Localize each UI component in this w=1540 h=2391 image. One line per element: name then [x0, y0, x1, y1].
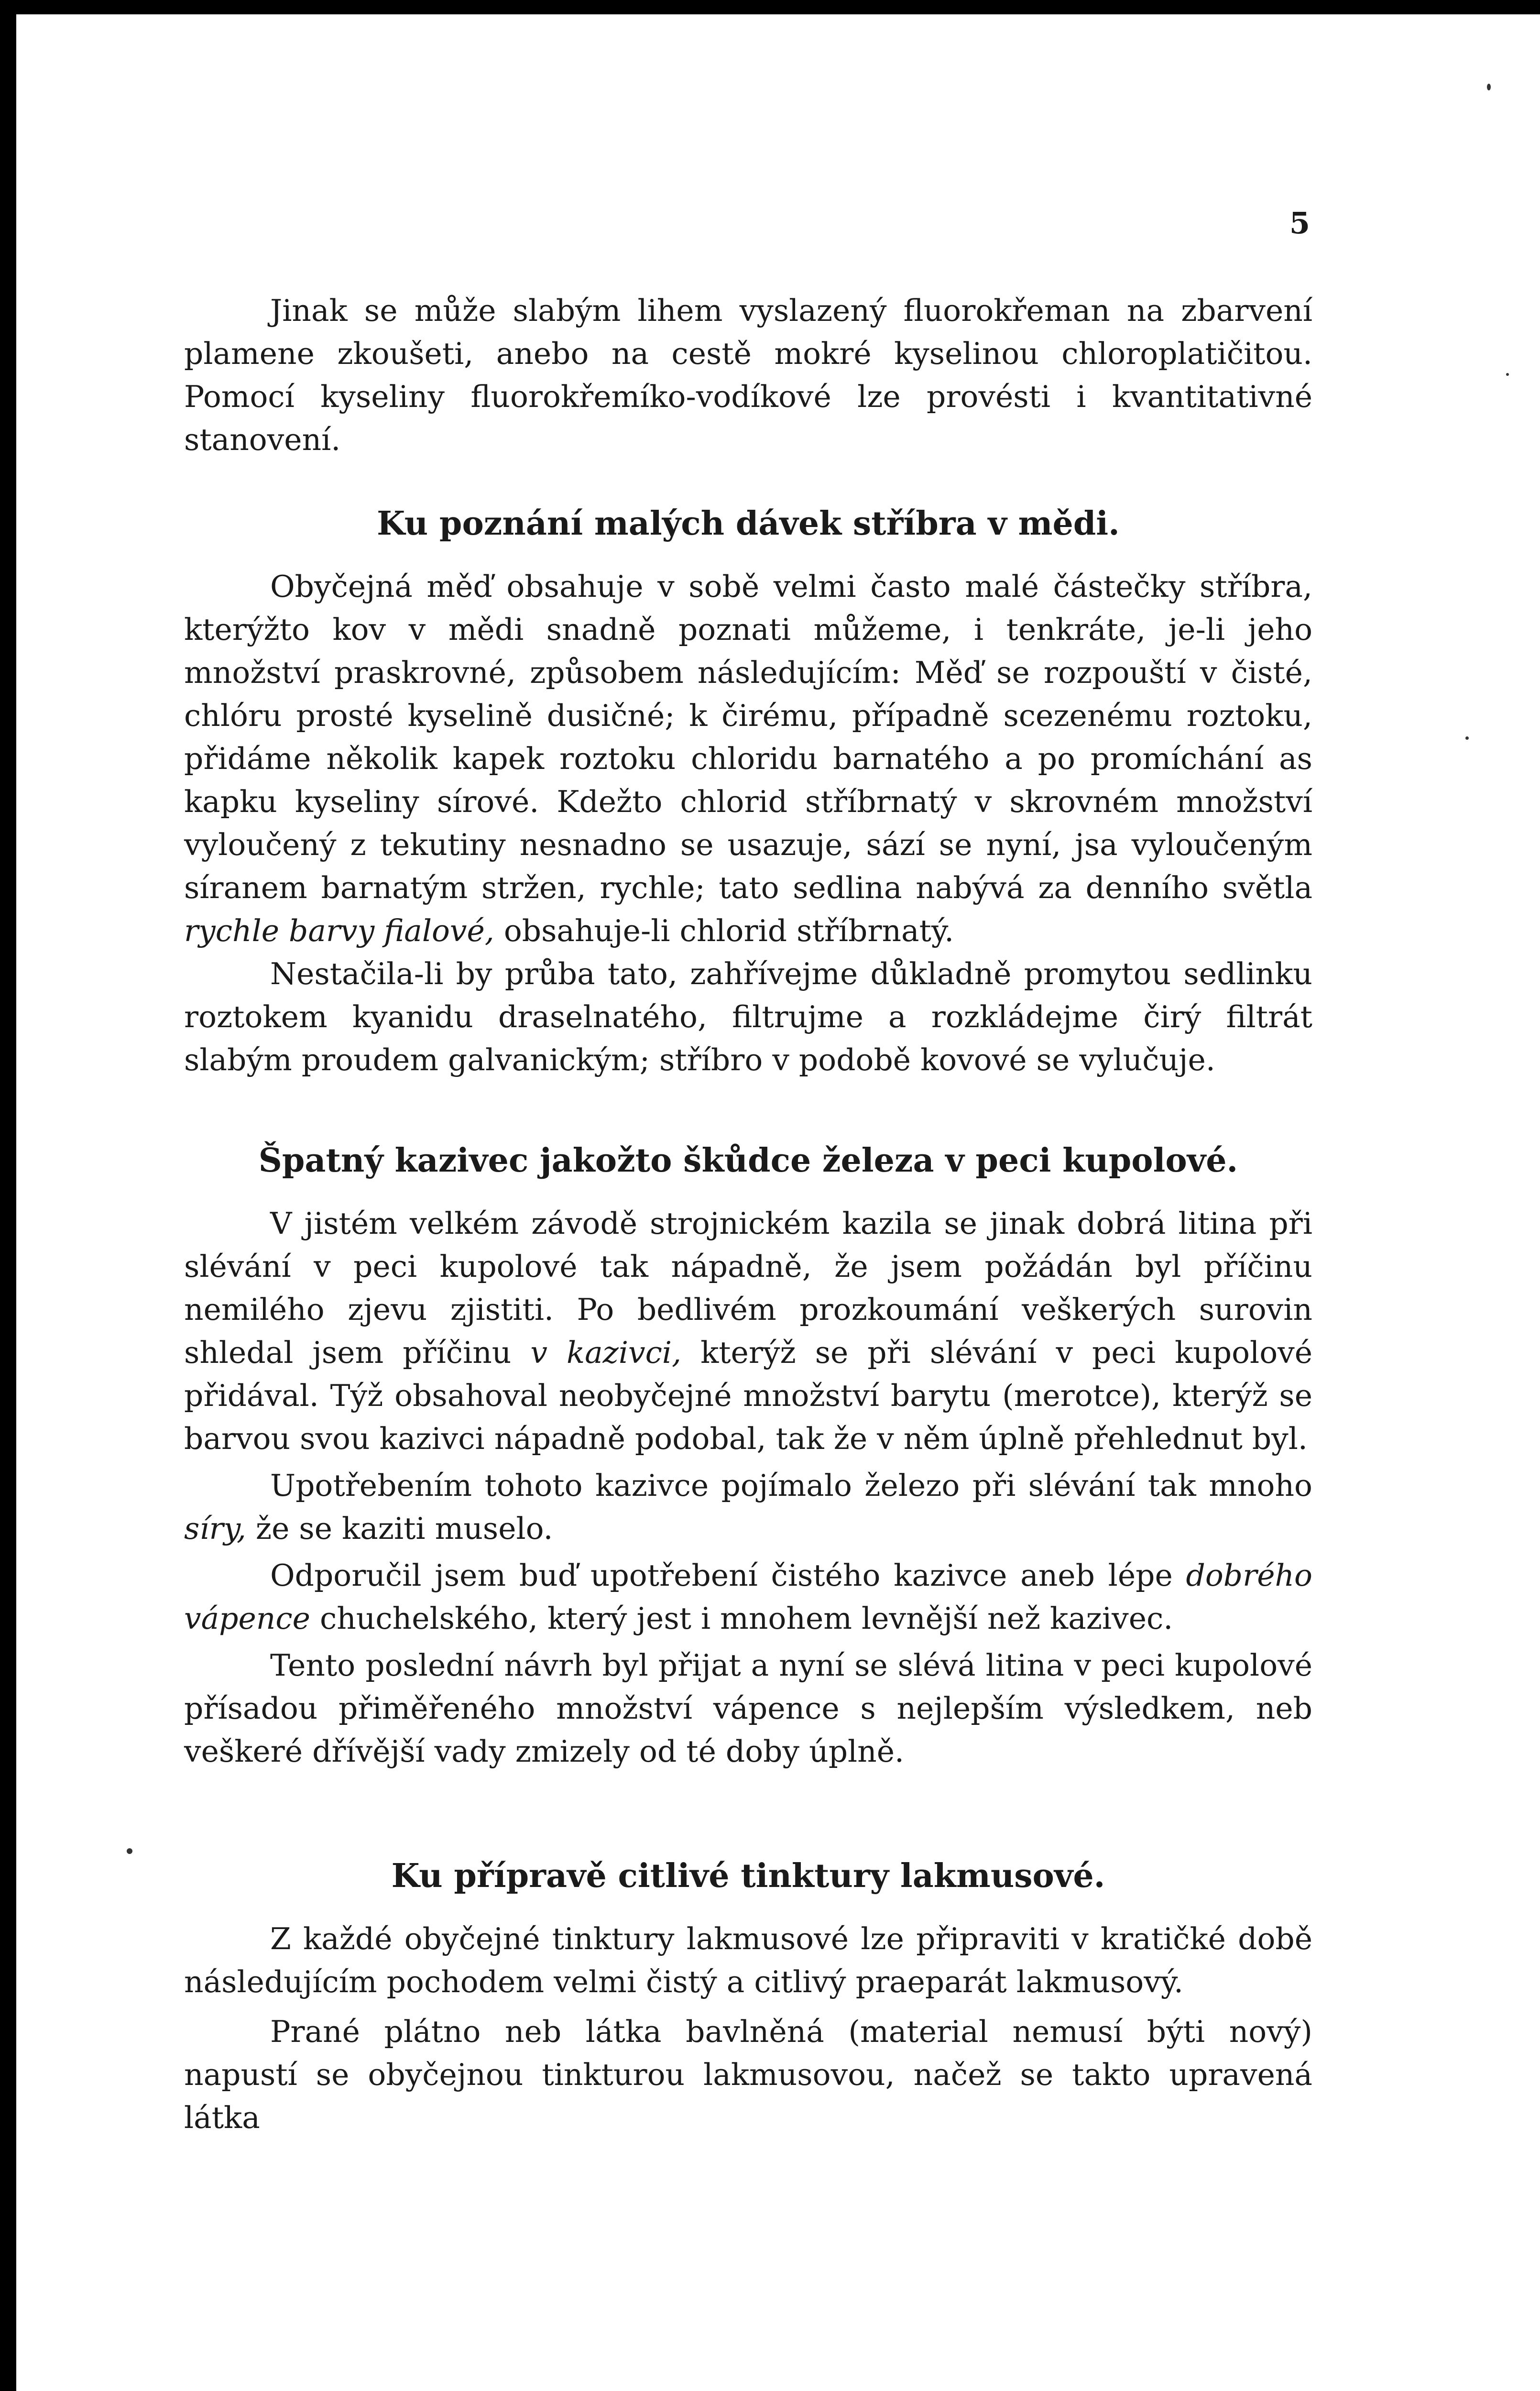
silver-paragraph-1 [184, 565, 1312, 953]
fluorspar-p2-emphasis: síry, [184, 1511, 246, 1546]
fluorspar-p3-text-a: Odporučil jsem buď upotřebení čistého kazivce aneb lépe [270, 1558, 1173, 1593]
scan-speck [1465, 736, 1469, 740]
section-title-fluorspar: Špatný kazivec jakožto škůdce železa v peci kupolové. [258, 1141, 1238, 1180]
scan-border-top [0, 0, 1540, 14]
scan-speck [1506, 373, 1509, 376]
fluorspar-p2-text-a: Upotřebením tohoto kazivce pojímalo železo při slévání tak mnoho [270, 1468, 1312, 1503]
fluorspar-paragraph-4: Tento poslední návrh byl přijat a nyní se slévá litina v peci kupolové přísadou přiměřeného množství vápence s nejlepším výsledkem, neb veškeré dřívější vady zmizely od té doby úplně. [184, 1648, 1312, 1769]
page-body [184, 289, 1312, 2139]
silver-p1-emphasis: rychle barvy fialové, [184, 913, 494, 948]
fluorspar-paragraph-3 [184, 1554, 1312, 1640]
fluorspar-p3-emphasis: dobrého vápence [184, 1558, 1312, 1636]
fluorspar-p1-text-a: V jistém velkém závodě strojnickém kazila se jinak dobrá litina při slévání v peci kupolové tak nápadně, že jsem požádán byl příčinu nemilého zjevu zjistiti. Po bedlivém prozkoumání veškerých surovin shledal jsem příčinu [184, 1206, 1312, 1370]
litmus-paragraph-1: Z každé obyčejné tinktury lakmusové lze připraviti v kratičké době následujícím pochodem velmi čistý a citlivý praeparát lakmusový. [184, 1921, 1312, 1999]
fluorspar-p1-text-b: kterýž se při slévání v peci kupolové přidával. Týž obsahoval neobyčejné množství barytu (merotce), kterýž se barvou svou kazivci nápadně podobal, tak že v něm úplně přehlednut byl. [184, 1335, 1313, 1456]
silver-p1-text: Obyčejná měď obsahuje v sobě velmi často malé částečky stříbra, kterýžto kov v mědi snadně poznati můžeme, i tenkráte, je-li jeho množství praskrovné, způsobem následujícím: Měď se rozpouští v čisté, chlóru prosté kyselině dusičné; k čirému, případně scezenému roztoku, přidáme několik kapek roztoku chloridu barnatého a po promíchání as kapku kyseliny sírové. Kdežto chlorid stříbrnatý v skrovném množství vyloučený z tekutiny nesnadno se usazuje, sází se nyní, jsa vyloučeným síranem barnatým stržen, rychle; tato sedlina nabývá za denního světla [184, 569, 1312, 905]
page-number: 5 [1289, 206, 1310, 241]
intro-paragraph: Jinak se může slabým lihem vyslazený fluorokřeman na zbarvení plamene zkoušeti, anebo na cestě mokré kyselinou chloroplatičitou. Pomocí kyseliny fluorokřemíko-vodíkové lze provésti i kvantitativné stanovení. [184, 293, 1312, 457]
scan-speck [127, 1848, 132, 1854]
fluorspar-paragraph-1 [184, 1202, 1312, 1460]
scan-speck [1487, 84, 1491, 90]
silver-paragraph-2: Nestačila-li by průba tato, zahřívejme důkladně promytou sedlinku roztokem kyanidu draselnatého, filtrujme a rozkládejme čirý filtrát slabým proudem galvanickým; stříbro v podobě kovové se vylučuje. [184, 956, 1312, 1077]
fluorspar-p1-emphasis: v kazivci, [530, 1335, 682, 1370]
scan-border-left [0, 0, 16, 2391]
fluorspar-paragraph-2 [184, 1464, 1312, 1550]
fluorspar-p3-text-b: chuchelského, který jest i mnohem levnější než kazivec. [319, 1601, 1173, 1636]
litmus-paragraph-2: Prané plátno neb látka bavlněná (material nemusí býti nový) napustí se obyčejnou tinkturou lakmusovou, načež se takto upravená látka [184, 2014, 1312, 2135]
section-title-silver: Ku poznání malých dávek stříbra v mědi. [377, 505, 1120, 543]
silver-p1-end: obsahuje-li chlorid stříbrnatý. [503, 913, 954, 948]
section-title-litmus: Ku přípravě citlivé tinktury lakmusové. [391, 1857, 1105, 1895]
fluorspar-p2-text-b: že se kaziti muselo. [255, 1511, 553, 1546]
